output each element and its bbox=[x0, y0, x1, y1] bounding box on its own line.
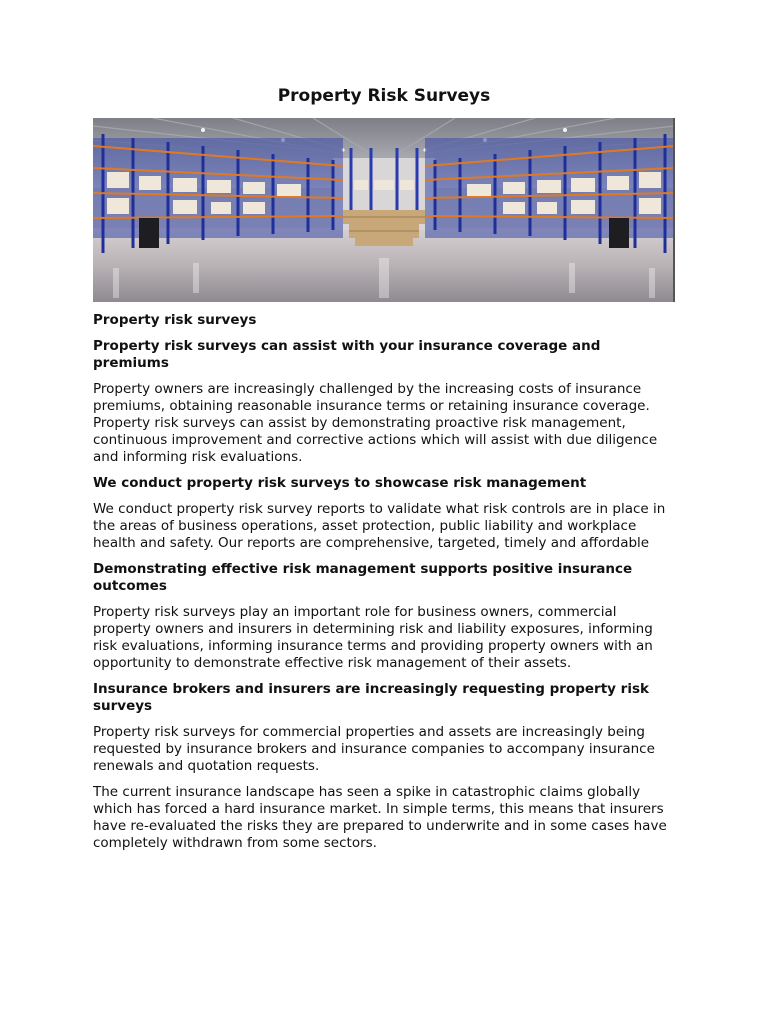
paragraph: Property owners are increasingly challenged by the increasing costs of insurance premiums, obtaining reasonable insurance terms or retaining insurance coverage. Property risk surveys can assist by demonstrating proactive risk management, continuous improvement and corrective actions which will assist with due diligence and informing risk evaluations. bbox=[93, 381, 658, 465]
document-page bbox=[93, 84, 675, 861]
paragraph: Property risk surveys for commercial properties and assets are increasingly being requested by insurance brokers and insurance companies to accompany insurance renewals and quotation requests. bbox=[93, 724, 655, 774]
section-heading: Property risk surveys can assist with your insurance coverage and premiums bbox=[93, 338, 601, 371]
paragraph: We conduct property risk survey reports to validate what risk controls are in place in the areas of business operations, asset protection, public liability and workplace health and safety. Our reports are comprehensive, targeted, timely and affordable bbox=[93, 501, 666, 551]
warehouse-interior-image bbox=[93, 118, 675, 302]
paragraph: Property risk surveys play an important role for business owners, commercial property owners and insurers in determining risk and liability exposures, informing risk evaluations, informing insurance terms and providing property owners with an opportunity to demonstrate effective risk management of their assets. bbox=[93, 604, 653, 671]
paragraph: The current insurance landscape has seen a spike in catastrophic claims globally which has forced a hard insurance market. In simple terms, this means that insurers have re-evaluated the risks they are prepared to underwrite and in some cases have completely withdrawn from some sectors. bbox=[93, 784, 667, 851]
section-heading: Insurance brokers and insurers are increasingly requesting property risk surveys bbox=[93, 681, 649, 714]
section-heading: We conduct property risk surveys to showcase risk management bbox=[93, 475, 587, 491]
page-title: Property Risk Surveys bbox=[277, 86, 491, 106]
section-heading: Demonstrating effective risk management supports positive insurance outcomes bbox=[93, 561, 633, 594]
section-heading: Property risk surveys bbox=[93, 312, 257, 328]
